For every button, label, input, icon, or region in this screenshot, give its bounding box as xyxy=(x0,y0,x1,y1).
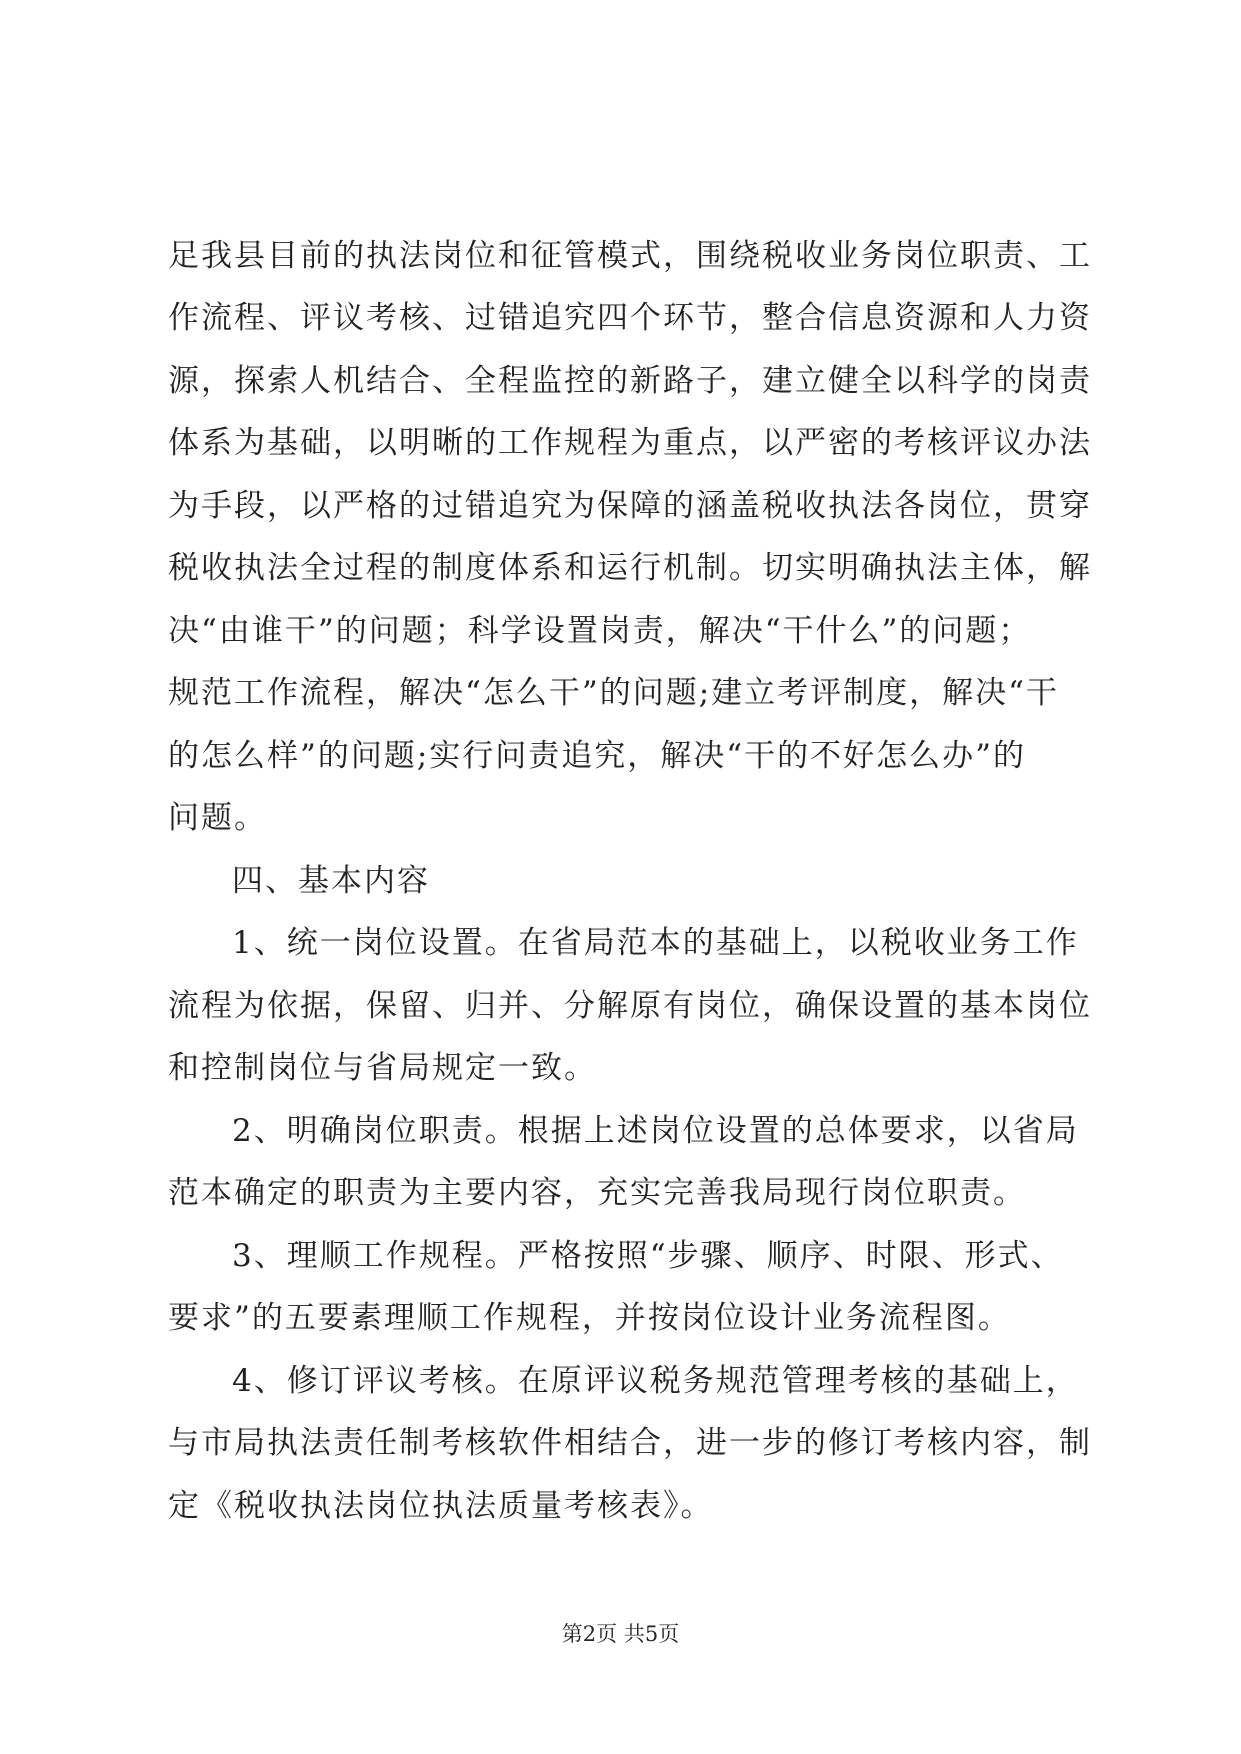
body-text-line: 要求”的五要素理顺工作规程，并按岗位设计业务流程图。 xyxy=(168,1300,1011,1336)
body-text-line: 和控制岗位与省局规定一致。 xyxy=(168,1050,597,1086)
body-text-line: 2、明确岗位职责。根据上述岗位设置的总体要求，以省局 xyxy=(232,1113,1079,1149)
page-number-footer: 第2页 共5页 xyxy=(561,1622,680,1646)
body-text-line: 税收执法全过程的制度体系和运行机制。切实明确执法主体，解 xyxy=(168,550,1092,586)
body-text-line: 与市局执法责任制考核软件相结合，进一步的修订考核内容，制 xyxy=(168,1425,1092,1461)
body-text-line: 源，探索人机结合、全程监控的新路子，建立健全以科学的岗责 xyxy=(168,363,1092,399)
body-text-line: 1、统一岗位设置。在省局范本的基础上，以税收业务工作 xyxy=(232,925,1079,961)
body-text-line: 决“由谁干”的问题；科学设置岗责，解决“干什么”的问题； xyxy=(168,613,1032,649)
section-heading: 四、基本内容 xyxy=(232,863,430,899)
body-text-line: 4、修订评议考核。在原评议税务规范管理考核的基础上， xyxy=(232,1363,1079,1399)
body-text-line: 作流程、评议考核、过错追究四个环节，整合信息资源和人力资 xyxy=(168,300,1092,336)
body-text-line: 为手段，以严格的过错追究为保障的涵盖税收执法各岗位，贯穿 xyxy=(168,488,1092,524)
body-text-line: 范本确定的职责为主要内容，充实完善我局现行岗位职责。 xyxy=(168,1175,1026,1211)
body-text-line: 足我县目前的执法岗位和征管模式，围绕税收业务岗位职责、工 xyxy=(168,238,1092,274)
body-text-line: 体系为基础，以明晰的工作规程为重点，以严密的考核评议办法 xyxy=(168,425,1092,461)
body-text-line: 的怎么样”的问题;实行问责追究，解决“干的不好怎么办”的 xyxy=(168,738,1026,774)
body-text-line: 流程为依据，保留、归并、分解原有岗位，确保设置的基本岗位 xyxy=(168,988,1092,1024)
body-text-line: 3、理顺工作规程。严格按照“步骤、顺序、时限、形式、 xyxy=(232,1238,1064,1274)
body-text-line: 定《税收执法岗位执法质量考核表》。 xyxy=(168,1488,714,1524)
body-text-line: 问题。 xyxy=(168,800,267,836)
body-text-line: 规范工作流程，解决“怎么干”的问题;建立考评制度，解决“干 xyxy=(168,675,1059,711)
